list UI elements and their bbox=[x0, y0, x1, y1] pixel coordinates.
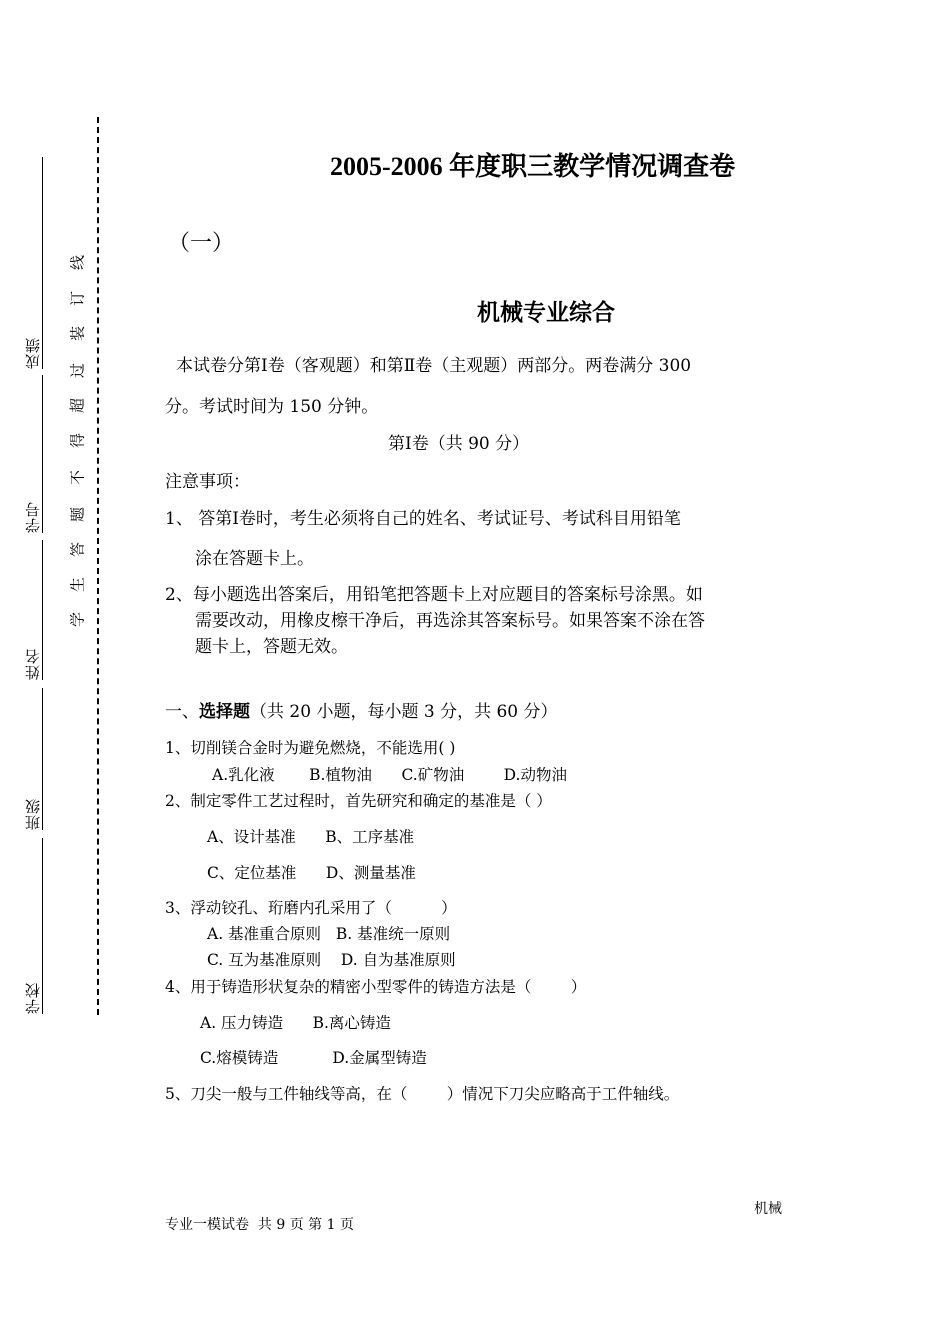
student-number-field bbox=[22, 375, 48, 533]
section-desc: （共 20 小题，每小题 3 分，共 60 分） bbox=[250, 702, 558, 722]
exam-title: 2005-2006 年度职三教学情况调查卷 bbox=[330, 152, 736, 181]
question-1-stem: 1、切削镁合金时为避免燃烧，不能选用( ) bbox=[165, 739, 456, 757]
question-4-options-2: C.熔模铸造 D.金属型铸造 bbox=[200, 1049, 427, 1067]
binding-warning-char: 订 bbox=[68, 291, 87, 307]
note-2-line-3: 题卡上，答题无效。 bbox=[195, 637, 348, 657]
binding-warning-char: 不 bbox=[68, 470, 87, 486]
score-field bbox=[22, 157, 48, 369]
name-field bbox=[22, 540, 48, 680]
class-field bbox=[22, 688, 48, 830]
section-prefix: 一、 bbox=[165, 702, 199, 722]
binding-line bbox=[97, 117, 99, 1015]
footer-page-info: 专业一模试卷 共 9 页 第 1 页 bbox=[165, 1217, 354, 1233]
question-5-stem: 5、刀尖一般与工件轴线等高，在（ ）情况下刀尖应略高于工件轴线。 bbox=[165, 1085, 680, 1103]
note-1-line-2: 涂在答题卡上。 bbox=[195, 549, 314, 569]
binding-warning-char: 超 bbox=[68, 398, 87, 414]
binding-warning-char: 装 bbox=[68, 326, 87, 342]
score-label: 成绩 bbox=[24, 337, 42, 369]
question-4-stem: 4、用于铸造形状复杂的精密小型零件的铸造方法是（ ） bbox=[165, 978, 587, 996]
binding-warning-char: 生 bbox=[68, 577, 87, 593]
question-3-options-2: C. 互为基准原则 D. 自为基准原则 bbox=[207, 951, 456, 969]
question-2-options-2: C、定位基准 D、测量基准 bbox=[207, 864, 416, 882]
student-number-label: 学号 bbox=[24, 501, 42, 533]
binding-warning-char: 过 bbox=[68, 363, 87, 379]
binding-warning-char: 线 bbox=[68, 255, 87, 271]
intro-line-1: 本试卷分第Ⅰ卷（客观题）和第Ⅱ卷（主观题）两部分。两卷满分 300 bbox=[176, 356, 692, 376]
binding-warning-char: 学 bbox=[68, 612, 87, 628]
section-heading bbox=[165, 697, 558, 722]
binding-warning-char: 得 bbox=[68, 433, 87, 449]
note-1-line-1: 1、 答第Ⅰ卷时，考生必须将自己的姓名、考试证号、考试科目用铅笔 bbox=[165, 509, 681, 529]
part-label: （一） bbox=[168, 231, 235, 256]
question-2-stem: 2、制定零件工艺过程时，首先研究和确定的基准是（ ） bbox=[165, 792, 552, 810]
section-name: 选择题 bbox=[199, 702, 250, 722]
notes-heading: 注意事项： bbox=[165, 472, 250, 492]
class-label: 班级 bbox=[24, 798, 42, 830]
subject-title: 机械专业综合 bbox=[477, 300, 615, 326]
name-label: 姓名 bbox=[24, 648, 42, 680]
binding-warning-char: 答 bbox=[68, 542, 87, 558]
binding-warning-char: 题 bbox=[68, 507, 87, 523]
question-2-options-1: A、设计基准 B、工序基准 bbox=[207, 828, 415, 846]
question-1-options: A.乳化液 B.植物油 C.矿物油 D.动物油 bbox=[212, 766, 567, 784]
question-3-options-1: A. 基准重合原则 B. 基准统一原则 bbox=[207, 925, 451, 943]
school-label: 学校 bbox=[24, 982, 42, 1014]
school-field bbox=[22, 838, 48, 1014]
volume-title: 第Ⅰ卷（共 90 分） bbox=[388, 434, 530, 454]
intro-line-2: 分。考试时间为 150 分钟。 bbox=[165, 397, 379, 417]
note-2-line-2: 需要改动，用橡皮檫干净后，再选涂其答案标号。如果答案不涂在答 bbox=[195, 611, 705, 631]
note-2-line-1: 2、每小题选出答案后，用铅笔把答题卡上对应题目的答案标号涂黑。如 bbox=[165, 585, 703, 605]
question-4-options-1: A. 压力铸造 B.离心铸造 bbox=[200, 1014, 391, 1032]
question-3-stem: 3、浮动铰孔、珩磨内孔采用了（ ） bbox=[165, 899, 457, 917]
footer-subject: 机械 bbox=[754, 1201, 782, 1217]
